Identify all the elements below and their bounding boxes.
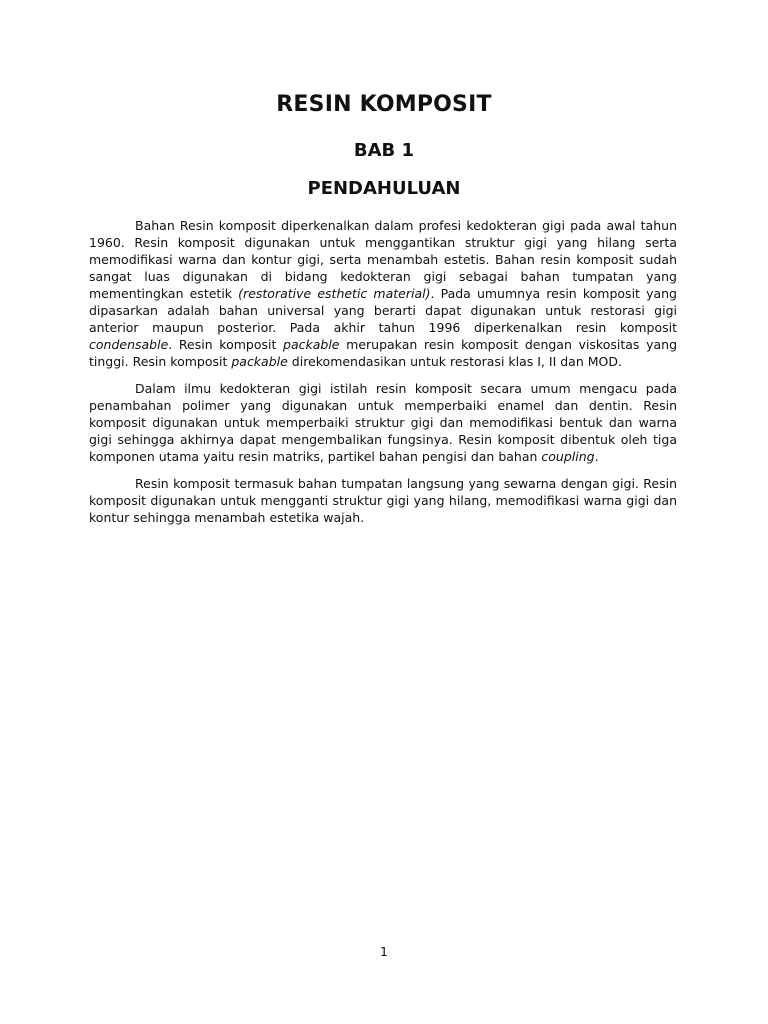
paragraph	[89, 380, 677, 465]
italic-text: packable	[283, 337, 340, 352]
paragraph-text: merupakan resin komposit dengan viskositas yang tinggi. Resin komposit	[89, 337, 677, 369]
paragraph-text: .	[594, 449, 599, 464]
italic-text: (restorative esthetic material)	[238, 286, 431, 301]
paragraph-text: . Pada umumnya resin komposit yang dipasarkan adalah bahan universal yang berarti dapat digunakan untuk restorasi gigi anterior maupun posterior. Pada akhir tahun 1996 diperkenalkan resin komposit	[89, 286, 677, 335]
page-number: 1	[380, 944, 388, 959]
paragraph-text: Bahan Resin komposit diperkenalkan dalam profesi kedokteran gigi pada awal tahun 1960. Resin komposit digunakan untuk menggantikan struktur gigi yang hilang serta memodifikasi warna dan kontur gigi, serta menambah estetis. Bahan resin komposit sudah sangat luas digunakan di bidang kedokteran gigi sebagai bahan tumpatan yang mementingkan estetik	[89, 218, 677, 301]
italic-text: condensable	[89, 337, 169, 352]
paragraph-text: . Resin komposit	[168, 337, 284, 352]
chapter-heading: BAB 1	[353, 140, 415, 161]
paragraph-text: Resin komposit termasuk bahan tumpatan langsung yang sewarna dengan gigi. Resin komposit digunakan untuk mengganti struktur gigi yang hilang, memodifikasi warna gigi dan kontur sehingga menambah estetika wajah.	[89, 476, 677, 525]
paragraph-text: Dalam ilmu kedokteran gigi istilah resin komposit secara umum mengacu pada penambahan polimer yang digunakan untuk memperbaiki enamel dan dentin. Resin komposit digunakan untuk memperbaiki struktur gigi dan memodifikasi bentuk dan warna gigi sehingga akhirnya dapat mengembalikan fungsinya. Resin komposit dibentuk oleh tiga komponen utama yaitu resin matriks, partikel bahan pengisi dan bahan	[89, 381, 677, 464]
italic-text: coupling	[541, 449, 595, 464]
document-body	[89, 217, 677, 536]
italic-text: packable	[231, 354, 288, 369]
section-heading: PENDAHULUAN	[307, 178, 461, 199]
paragraph	[89, 217, 677, 370]
document-title: RESIN KOMPOSIT	[276, 92, 492, 117]
paragraph	[89, 475, 677, 526]
paragraph-text: direkomendasikan untuk restorasi klas I, II dan MOD.	[287, 354, 622, 369]
